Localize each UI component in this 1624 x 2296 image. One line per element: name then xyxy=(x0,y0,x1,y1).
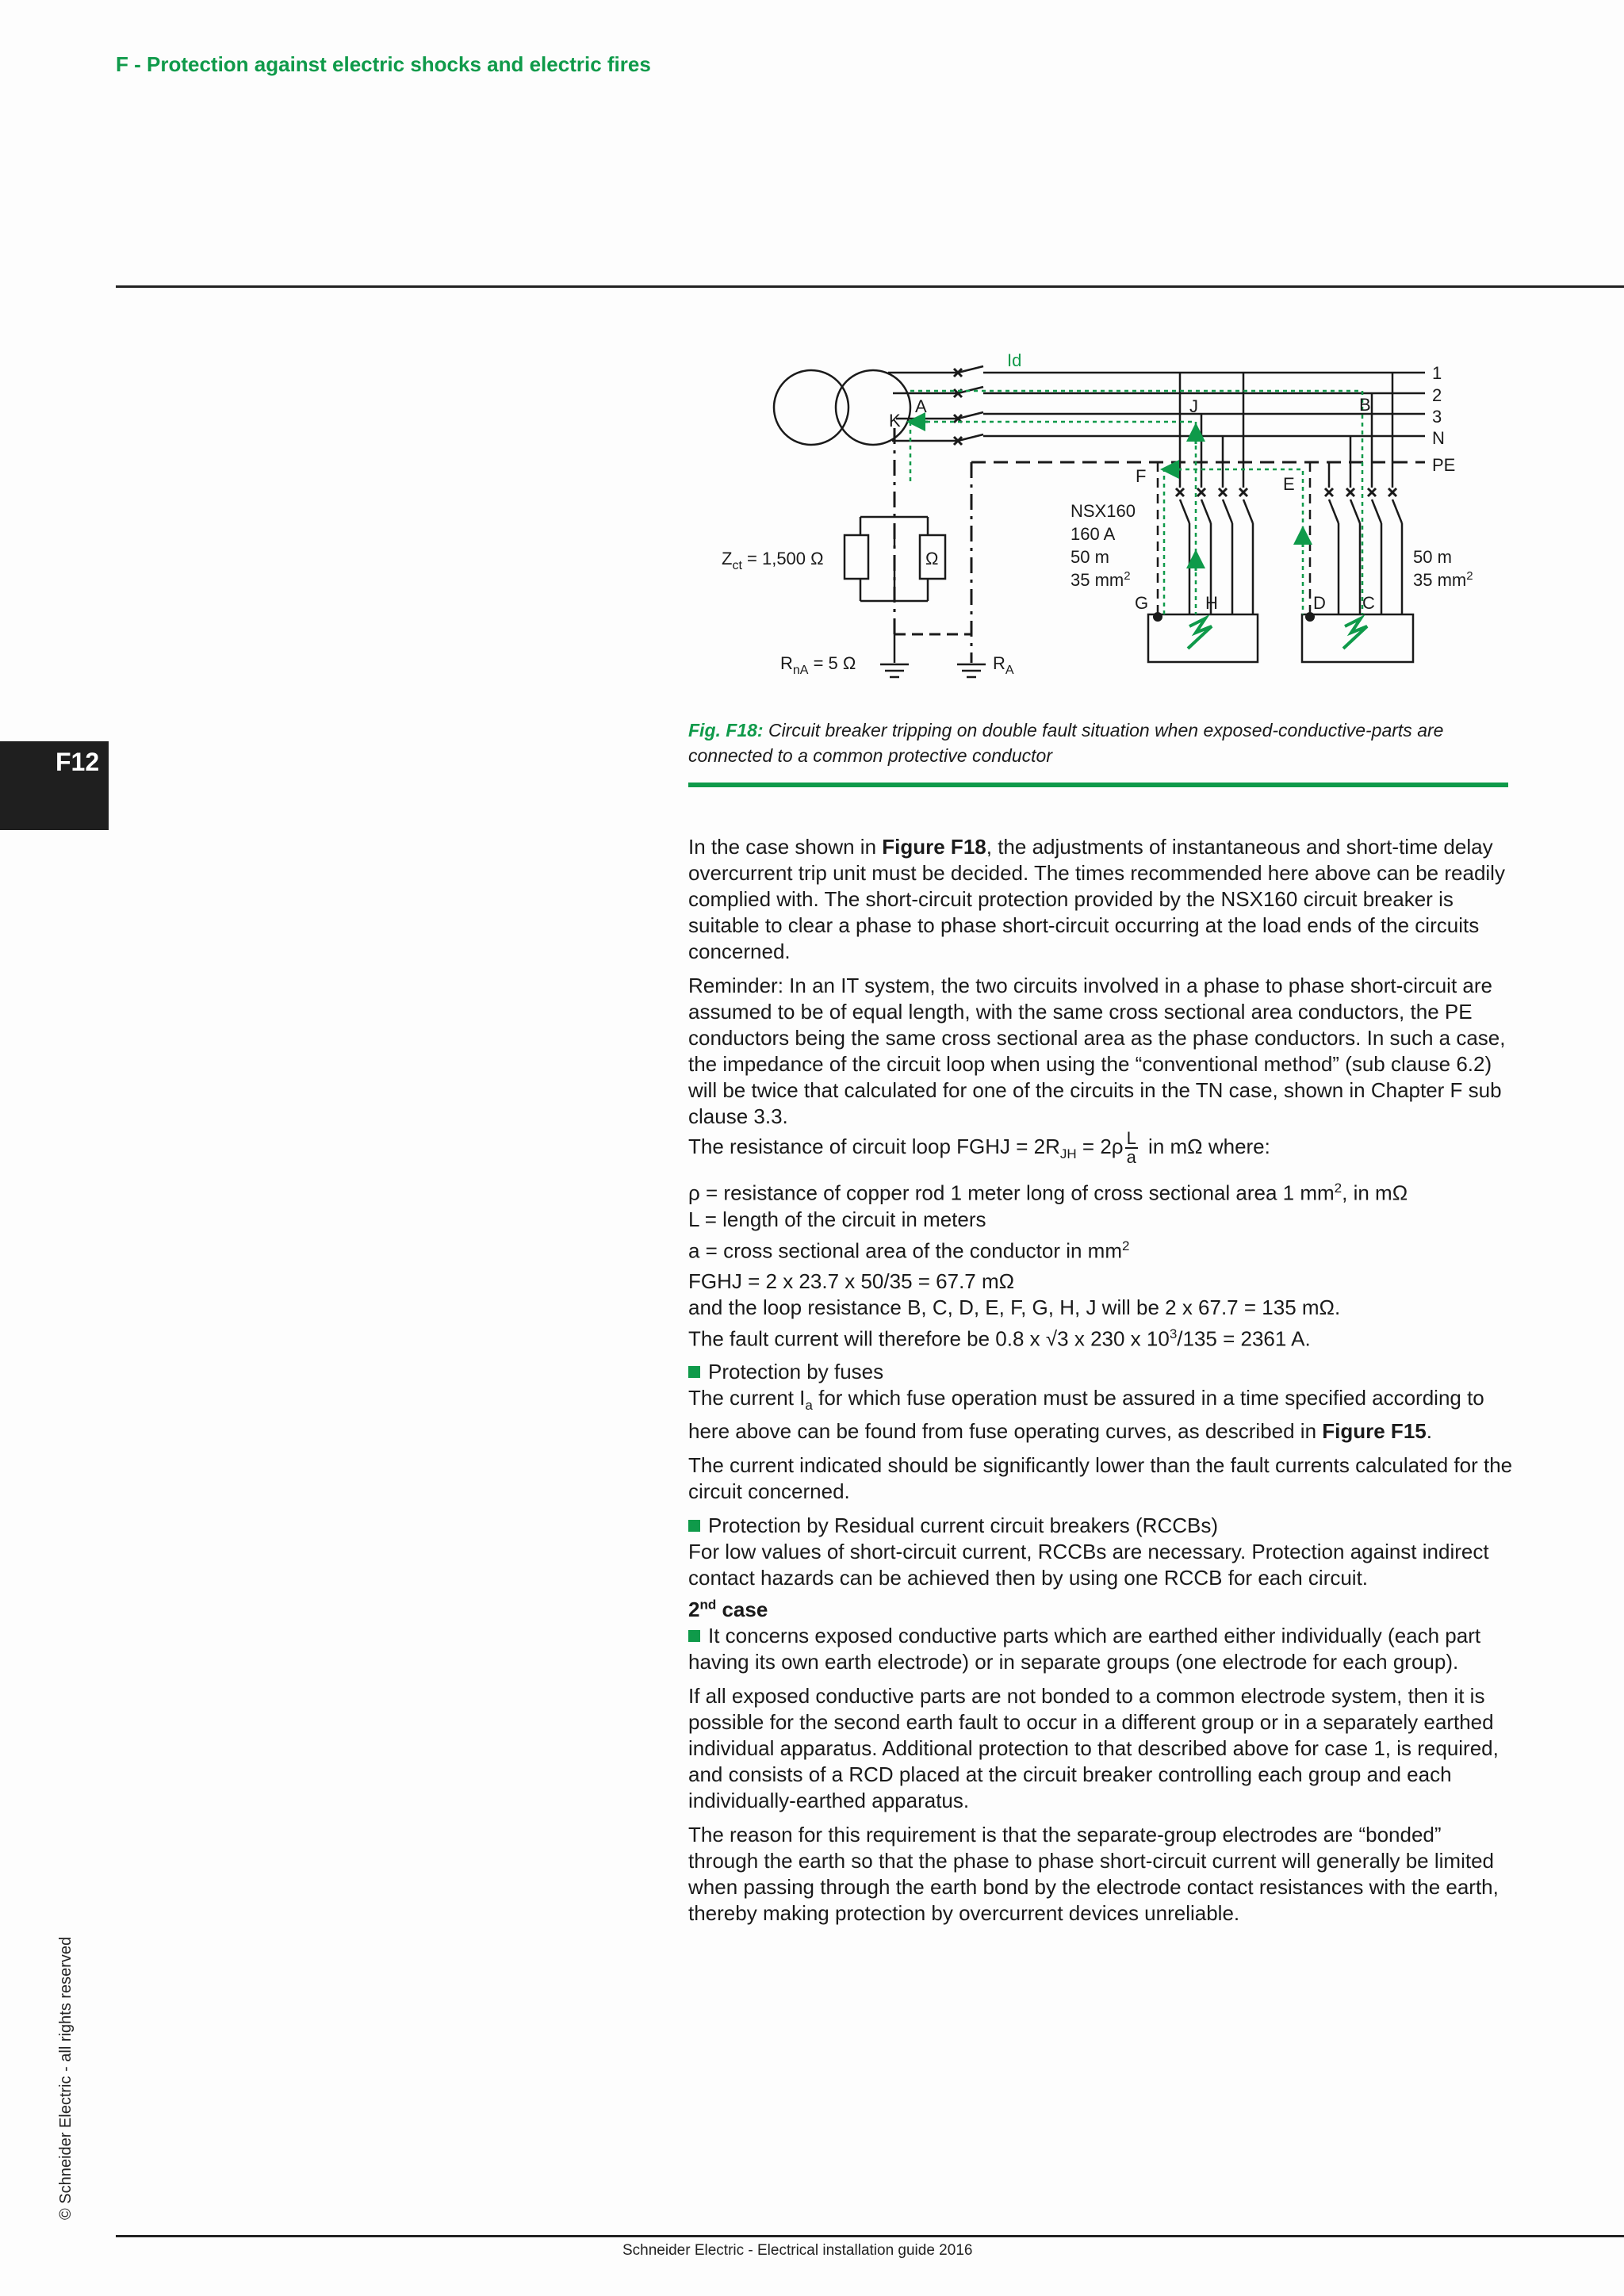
square-bullet-icon xyxy=(688,1520,700,1532)
page-header-title: F - Protection against electric shocks and electric fires xyxy=(116,52,651,76)
rna-label: $R_{nA} = 5$ Ω xyxy=(780,653,856,677)
formula-loop-resistance: The resistance of circuit loop FGHJ = $2R_{JH} = 2\rho$ $\frac{L}{a}$ in mΩ where: xyxy=(688,1128,1270,1167)
fghj-calculation: FGHJ = 2 x 23.7 x 50/35 = 67.7 mΩ xyxy=(688,1269,1015,1294)
right-circuit-section: 35 $mm^2$ xyxy=(1413,569,1473,590)
point-label-c: C xyxy=(1362,593,1375,613)
page-number-tab xyxy=(0,741,109,830)
area-definition: a = cross sectional area of the conductor in $mm^2$ xyxy=(688,1238,1130,1263)
figure-f18-diagram xyxy=(0,0,1624,714)
transformer-secondary-coil xyxy=(836,370,910,445)
bullet-protection-by-rccb: Protection by Residual current circuit breakers (RCCBs) xyxy=(688,1513,1513,1539)
footer-rule xyxy=(116,2235,1624,2237)
page-number: F12 xyxy=(56,748,100,776)
point-label-k: K xyxy=(889,411,901,430)
loop-resistance-calculation: and the loop resistance B, C, D, E, F, G, H, J will be 2 x 67.7 = 135 mΩ. xyxy=(688,1295,1341,1320)
bullet-protection-by-fuses: Protection by fuses xyxy=(688,1359,1513,1385)
breaker-rating-line-3: 50 m xyxy=(1071,547,1109,567)
point-label-e: E xyxy=(1283,474,1295,494)
breaker-rating-line-1: NSX160 xyxy=(1071,501,1136,521)
paragraph-current-indicated: The current indicated should be significantly lower than the fault currents calculated for the circuit concerned. xyxy=(688,1453,1513,1504)
paragraph-reminder: Reminder: In an IT system, the two circuits involved in a phase to phase short-circuit are assumed to be of equal length, with the same cross sectional area conductors, the PE conductors being the same cross sectional area as the phase conductors. In such a case, the impedance of the circuit loop when using the “conventional method” (sub clause 6.2) will be twice that calculated for one of the circuits in the TN case, shown in Chapter F sub clause 3.3. xyxy=(688,974,1506,1128)
body-text xyxy=(688,834,1513,1934)
conductor-label-3: 3 xyxy=(1432,407,1442,427)
point-label-h: H xyxy=(1205,593,1218,613)
paragraph-rccb: For low values of short-circuit current, RCCBs are necessary. Protection against indirect contact hazards can be achieved then by using one RCCB for each circuit. xyxy=(688,1540,1489,1590)
figure-caption-label: Fig. F18: xyxy=(688,720,764,740)
zct-label: $Z_{ct} = 1,500$ Ω xyxy=(722,549,824,572)
point-label-d: D xyxy=(1313,593,1326,613)
right-circuit-length: 50 m xyxy=(1413,547,1452,567)
caption-divider xyxy=(688,783,1508,787)
length-definition: L = length of the circuit in meters xyxy=(688,1207,986,1231)
square-bullet-icon xyxy=(688,1366,700,1378)
point-label-f: F xyxy=(1136,466,1147,486)
ohm-symbol: Ω xyxy=(925,549,939,568)
paragraph-reason: The reason for this requirement is that the separate-group electrodes are “bonded” through the earth so that the phase to phase short-circuit current will generally be limited when passing through the earth bond by the electrode contact resistances with the earth, thereby making protection by overcurrent devices unreliable. xyxy=(688,1822,1499,1925)
point-label-g: G xyxy=(1135,593,1149,613)
formula-fraction: $\frac{L}{a}$ xyxy=(1126,1128,1136,1167)
bullet-second-case: It concerns exposed conductive parts which are earthed either individually (each part having its own earth electrode) or in separate groups (one electrode for each group). xyxy=(688,1623,1481,1674)
square-bullet-icon xyxy=(688,1630,700,1642)
breaker-rating-line-4: 35 $mm^2$ xyxy=(1071,569,1131,590)
ra-label: $R_A$ xyxy=(993,653,1014,677)
conductor-label-1: 1 xyxy=(1432,363,1442,383)
figure-caption-text: Circuit breaker tripping on double fault situation when exposed-conductive-parts are connected to a common protective conductor xyxy=(688,720,1444,766)
conductor-label-n: N xyxy=(1432,428,1445,448)
page-footer: Schneider Electric - Electrical installation guide 2016 xyxy=(622,2242,973,2259)
paragraph-not-bonded: If all exposed conductive parts are not bonded to a common electrode system, then it is possible for the second earth fault to occur in a different group or in a separately earthed individual apparatus. Additional protection to that described above for case 1, is required, and consists of a RCD placed at the circuit breaker controlling each group and each individually-earthed apparatus. xyxy=(688,1683,1499,1812)
transformer-primary-coil xyxy=(774,370,848,445)
heading-second-case: 2nd case xyxy=(688,1597,768,1621)
point-label-b: B xyxy=(1359,395,1371,415)
copyright-notice: © Schneider Electric - all rights reserved xyxy=(57,1936,75,2220)
paragraph-figure-f18: In the case shown in Figure F18, the adjustments of instantaneous and short-time delay overcurrent trip unit must be decided. The times recommended here above can be readily complied with. The short-circuit protection provided by the NSX160 circuit breaker is suitable to clear a phase to phase short-circuit occurring at the load ends of the circuits concerned. xyxy=(688,835,1505,963)
conductor-label-2: 2 xyxy=(1432,385,1442,405)
figure-caption xyxy=(688,718,1505,768)
rho-definition: ρ = resistance of copper rod 1 meter long of cross sectional area 1 $mm^2$, in mΩ xyxy=(688,1181,1408,1205)
breaker-rating-line-2: 160 A xyxy=(1071,524,1116,544)
point-label-j: J xyxy=(1189,396,1198,416)
fault-current-calculation: The fault current will therefore be 0.8 x √3 x 230 x $10^3/135 = 2361$ A. xyxy=(688,1326,1311,1352)
point-label-a: A xyxy=(915,396,927,416)
fault-current-label: Id xyxy=(1007,350,1022,370)
paragraph-fuse-current: The current $I_a$ for which fuse operation must be assured in a time specified according to here above can be found from fuse operating curves, as described in Figure F15. xyxy=(688,1386,1484,1444)
conductor-label-pe: PE xyxy=(1432,455,1456,475)
